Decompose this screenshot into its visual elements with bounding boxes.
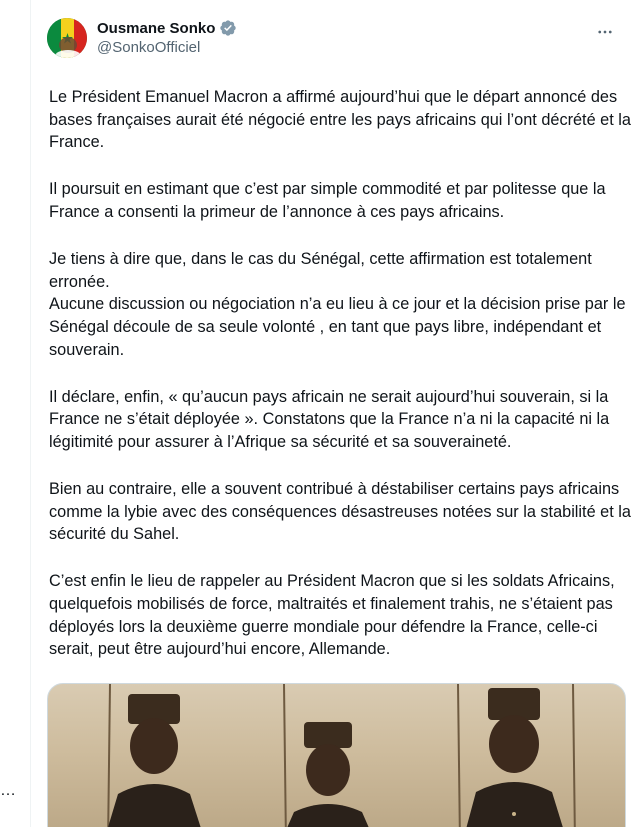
tweet-paragraph: Il déclare, enfin, « qu’aucun pays africain ne serait aujourd’hui souverain, si la France ne s’était déployée ». Constatons que la France n’a ni la capacité ni la légitimité pour assurer à l’Afrique sa sécurité et sa souveraineté. [49,387,610,451]
tweet-card[interactable] [30,0,639,827]
left-ellipsis: … [0,782,15,799]
name-row [97,18,237,38]
tweet-header [47,14,623,64]
tweet-paragraph: Je tiens à dire que, dans le cas du Sénégal, cette affirmation est totalement erronée. Aucune discussion ou négociation n’a eu lieu à ce jour et la décision prise par le Sénégal découle de sa seule volonté , en tant que pays libre, indépendant et souverain. [49,250,626,359]
historical-soldiers-photo [48,684,626,827]
verified-badge-icon[interactable] [219,19,237,37]
tweet-paragraph: Le Président Emanuel Macron a affirmé aujourd’hui que le départ annoncé des bases françaises aurait été négocié entre les pays africains qui l’ont décrété et la France. [49,88,631,152]
author-block [97,18,237,56]
left-gutter [0,0,30,827]
tweet-text [47,86,632,661]
tweet-paragraph: C’est enfin le lieu de rappeler au Président Macron que si les soldats Africains, quelquefois mobilisés de force, maltraités et finalement trahis, ne s’étaient pas déployés lors la deuxième guerre mondiale pour défendre la France, celle-ci serait, peut être aujourd’hui encore, Allemande. [49,572,615,659]
profile-avatar[interactable] [47,18,87,58]
more-options-icon[interactable] [595,22,615,42]
author-display-name[interactable]: Ousmane Sonko [97,19,216,37]
avatar-image [47,18,87,58]
tweet-paragraph: Bien au contraire, elle a souvent contribué à déstabiliser certains pays africains comme la lybie avec des conséquences désastreuses notées sur la stabilité et la sécurité du Sahel. [49,480,631,544]
author-handle[interactable]: @SonkoOfficiel [97,39,201,56]
tweet-media-photo[interactable] [47,683,626,827]
tweet-paragraph: Il poursuit en estimant que c’est par simple commodité et par politesse que la France a consenti la primeur de l’annonce à ces pays africains. [49,180,606,221]
